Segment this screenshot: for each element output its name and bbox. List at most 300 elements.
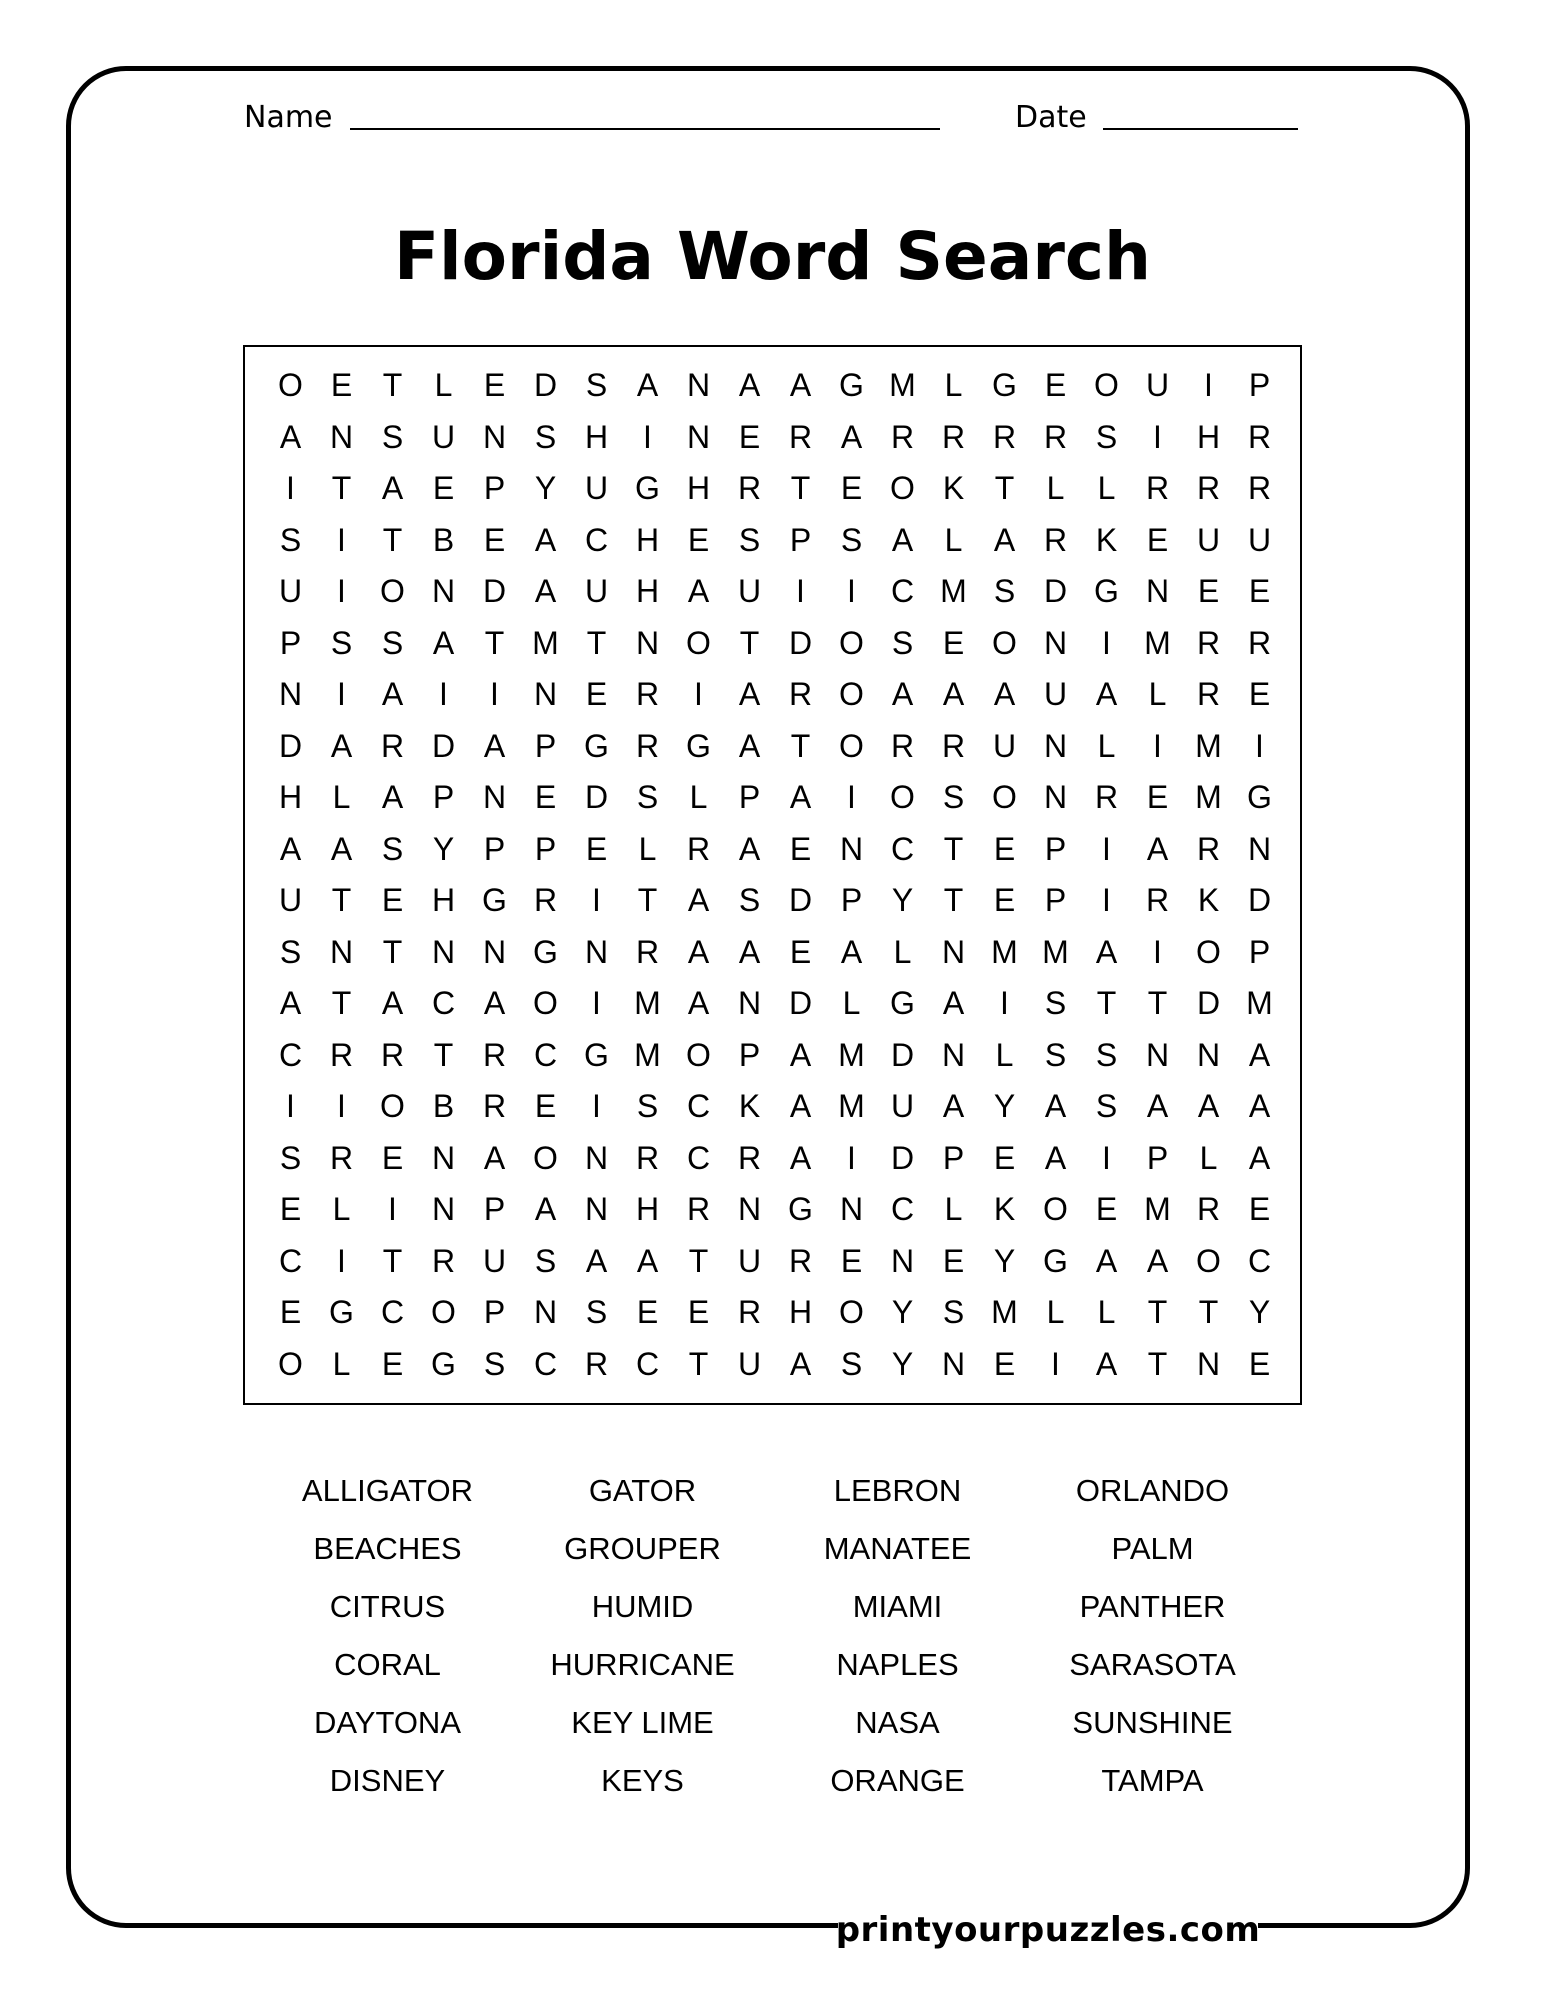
grid-letter: O (1094, 367, 1119, 404)
grid-letter: A (381, 676, 404, 713)
grid-letter: G (1247, 779, 1272, 816)
grid-letter: R (1145, 882, 1170, 919)
grid-letter: S (381, 624, 404, 661)
grid-letter: T (790, 470, 811, 507)
grid-letter: R (1196, 470, 1221, 507)
grid-letter: R (1094, 779, 1119, 816)
grid-letter: I (1102, 624, 1111, 661)
grid-letter: E (993, 882, 1016, 919)
grid-letter: A (636, 1242, 659, 1279)
grid-letter: P (1146, 1139, 1169, 1176)
grid-letter: H (635, 1191, 660, 1228)
grid-letter: E (1197, 573, 1220, 610)
grid-letter: E (1044, 367, 1067, 404)
grid-letter: O (839, 727, 864, 764)
grid-letter: S (993, 573, 1016, 610)
grid-letter: L (638, 830, 657, 867)
grid-letter: O (890, 779, 915, 816)
grid-letter: S (279, 521, 302, 558)
grid-letter: R (890, 418, 915, 455)
grid-letter: A (483, 985, 506, 1022)
grid-letter: K (942, 470, 965, 507)
grid-letter: G (992, 367, 1017, 404)
grid-letter: A (738, 676, 761, 713)
grid-letter: E (1095, 1191, 1118, 1228)
grid-letter: P (483, 1294, 506, 1331)
grid-letter: E (279, 1294, 302, 1331)
grid-letter: S (585, 367, 608, 404)
grid-letter: N (584, 933, 609, 970)
grid-letter: R (788, 418, 813, 455)
grid-letter: T (994, 470, 1015, 507)
grid-letter: I (1153, 418, 1162, 455)
footer (835, 1900, 1261, 1960)
grid-letter: L (944, 521, 963, 558)
date-label: Date (1015, 100, 1087, 135)
grid-letter: S (840, 521, 863, 558)
grid-letter: E (483, 367, 506, 404)
grid-letter: I (694, 676, 703, 713)
grid-letter: O (839, 676, 864, 713)
grid-letter: L (842, 985, 861, 1022)
grid-letter: E (483, 521, 506, 558)
grid-letter: T (1096, 985, 1117, 1022)
word-list-item: PANTHER (1079, 1589, 1226, 1624)
grid-letter: R (635, 1139, 660, 1176)
grid-letter: N (329, 418, 354, 455)
grid-letter: U (431, 418, 456, 455)
word-list-item: NASA (855, 1705, 940, 1740)
grid-letter: P (1248, 367, 1271, 404)
grid-letter: E (993, 1345, 1016, 1382)
grid-letter: N (839, 1191, 864, 1228)
grid-letter: A (381, 470, 404, 507)
grid-letter: A (687, 573, 710, 610)
grid-letter: R (1196, 624, 1221, 661)
grid-letter: I (1102, 882, 1111, 919)
grid-letter: N (890, 1242, 915, 1279)
grid-letter: Y (891, 1345, 914, 1382)
grid-letter: A (942, 676, 965, 713)
grid-letter: T (586, 624, 607, 661)
grid-letter: R (431, 1242, 456, 1279)
grid-letter: A (738, 933, 761, 970)
grid-letter: O (839, 624, 864, 661)
grid-letter: S (891, 624, 914, 661)
word-list-item: SARASOTA (1069, 1647, 1236, 1682)
grid-letter: D (584, 779, 609, 816)
grid-letter: O (533, 985, 558, 1022)
grid-letter: R (1247, 470, 1272, 507)
word-list-item: MANATEE (823, 1531, 972, 1566)
grid-letter: S (279, 1139, 302, 1176)
grid-letter: S (942, 1294, 965, 1331)
grid-letter: S (381, 830, 404, 867)
grid-letter: U (584, 470, 609, 507)
word-list-item: DISNEY (329, 1763, 446, 1798)
grid-letter: E (534, 1088, 557, 1125)
word-list-item: KEY LIME (571, 1705, 714, 1740)
grid-letter: H (635, 521, 660, 558)
page-title: Florida Word Search (393, 218, 1152, 295)
grid-letter: E (942, 1242, 965, 1279)
grid-letter: A (891, 676, 914, 713)
grid-letter: G (584, 727, 609, 764)
word-list-item: ALLIGATOR (301, 1473, 474, 1508)
grid-letter: U (1043, 676, 1068, 713)
grid-letter: N (1196, 1036, 1221, 1073)
grid-letter: M (1195, 727, 1222, 764)
grid-letter: P (738, 1036, 761, 1073)
grid-letter: D (533, 367, 558, 404)
grid-letter: D (1247, 882, 1272, 919)
grid-letter: A (993, 676, 1016, 713)
grid-letter: M (1144, 624, 1171, 661)
grid-letter: E (381, 882, 404, 919)
grid-letter: T (637, 882, 658, 919)
grid-letter: T (382, 367, 403, 404)
grid-letter: I (286, 1088, 295, 1125)
grid-letter: R (1247, 418, 1272, 455)
grid-letter: A (840, 933, 863, 970)
grid-letter: T (739, 624, 760, 661)
grid-letter: I (1051, 1345, 1060, 1382)
grid-letter: I (847, 1139, 856, 1176)
grid-letter: N (1145, 1036, 1170, 1073)
grid-letter: R (329, 1036, 354, 1073)
grid-letter: T (688, 1242, 709, 1279)
grid-letter: R (380, 727, 405, 764)
grid-letter: S (738, 882, 761, 919)
grid-letter: T (943, 882, 964, 919)
grid-letter: D (788, 985, 813, 1022)
grid-letter: S (636, 779, 659, 816)
grid-letter: E (1248, 676, 1271, 713)
grid-letter: A (381, 779, 404, 816)
grid-letter: G (839, 367, 864, 404)
grid-letter: N (941, 1036, 966, 1073)
grid-letter: C (1247, 1242, 1272, 1279)
grid-letter: C (380, 1294, 405, 1331)
grid-letter: E (942, 624, 965, 661)
grid-letter: G (431, 1345, 456, 1382)
grid-letter: L (1097, 1294, 1116, 1331)
grid-letter: A (789, 1345, 812, 1382)
grid-letter: L (332, 1345, 351, 1382)
grid-letter: A (1146, 830, 1169, 867)
grid-letter: N (1043, 779, 1068, 816)
grid-letter: C (890, 830, 915, 867)
grid-letter: R (737, 470, 762, 507)
grid-letter: Y (534, 470, 557, 507)
grid-letter: A (789, 1139, 812, 1176)
grid-letter: S (1044, 985, 1067, 1022)
grid-letter: O (992, 624, 1017, 661)
grid-letter: O (686, 624, 711, 661)
word-list-item: HUMID (591, 1589, 694, 1624)
grid-letter: I (1255, 727, 1264, 764)
grid-letter: D (890, 1036, 915, 1073)
grid-letter: E (330, 367, 353, 404)
grid-letter: E (993, 830, 1016, 867)
grid-letter: C (686, 1088, 711, 1125)
grid-letter: L (689, 779, 708, 816)
grid-letter: E (381, 1139, 404, 1176)
grid-letter: L (893, 933, 912, 970)
grid-letter: E (636, 1294, 659, 1331)
grid-letter: O (839, 1294, 864, 1331)
grid-letter: M (889, 367, 916, 404)
grid-letter: E (789, 830, 812, 867)
grid-letter: T (433, 1036, 454, 1073)
grid-letter: I (337, 1088, 346, 1125)
grid-letter: I (337, 521, 346, 558)
grid-letter: I (1204, 367, 1213, 404)
grid-letter: L (1046, 470, 1065, 507)
grid-letter: P (534, 830, 557, 867)
grid-letter: U (584, 573, 609, 610)
grid-letter: A (330, 727, 353, 764)
grid-letter: E (687, 521, 710, 558)
grid-letter: M (1042, 933, 1069, 970)
grid-letter: O (431, 1294, 456, 1331)
grid-letter: I (1102, 830, 1111, 867)
grid-letter: C (584, 521, 609, 558)
grid-letter: C (635, 1345, 660, 1382)
grid-letter: R (737, 1139, 762, 1176)
grid-letter: T (1198, 1294, 1219, 1331)
grid-letter: E (432, 470, 455, 507)
grid-letter: U (1196, 521, 1221, 558)
grid-letter: L (332, 1191, 351, 1228)
grid-letter: U (737, 1345, 762, 1382)
grid-letter: N (431, 1139, 456, 1176)
grid-letter: G (686, 727, 711, 764)
grid-letter: M (1246, 985, 1273, 1022)
grid-letter: N (431, 933, 456, 970)
grid-letter: A (738, 830, 761, 867)
grid-letter: C (431, 985, 456, 1022)
grid-letter: D (1196, 985, 1221, 1022)
grid-letter: E (1146, 779, 1169, 816)
word-list-item: GATOR (588, 1473, 697, 1508)
grid-letter: C (890, 573, 915, 610)
grid-letter: D (482, 573, 507, 610)
grid-letter: O (890, 470, 915, 507)
grid-letter: E (840, 1242, 863, 1279)
grid-letter: G (329, 1294, 354, 1331)
grid-letter: N (482, 418, 507, 455)
grid-letter: S (534, 418, 557, 455)
grid-letter: G (482, 882, 507, 919)
grid-letter: P (279, 624, 302, 661)
word-list-item: GROUPER (564, 1531, 721, 1566)
grid-letter: R (1196, 830, 1221, 867)
grid-letter: N (584, 1139, 609, 1176)
grid-letter: A (279, 830, 302, 867)
grid-letter: R (1196, 1191, 1221, 1228)
grid-letter: A (1197, 1088, 1220, 1125)
grid-letter: I (1000, 985, 1009, 1022)
grid-letter: K (1197, 882, 1220, 919)
grid-letter: H (278, 779, 303, 816)
grid-letter: P (1248, 933, 1271, 970)
grid-letter: N (278, 676, 303, 713)
grid-letter: G (635, 470, 660, 507)
grid-letter: E (1248, 1191, 1271, 1228)
grid-letter: R (992, 418, 1017, 455)
grid-letter: L (995, 1036, 1014, 1073)
grid-letter: N (941, 1345, 966, 1382)
grid-letter: T (1147, 985, 1168, 1022)
grid-letter: E (279, 1191, 302, 1228)
grid-letter: M (634, 985, 661, 1022)
grid-letter: N (941, 933, 966, 970)
grid-letter: P (483, 470, 506, 507)
grid-letter: C (890, 1191, 915, 1228)
grid-letter: H (635, 573, 660, 610)
grid-letter: I (490, 676, 499, 713)
grid-letter: N (482, 779, 507, 816)
grid-letter: N (431, 573, 456, 610)
grid-letter: U (278, 573, 303, 610)
grid-letter: A (534, 573, 557, 610)
grid-letter: R (890, 727, 915, 764)
grid-letter: M (991, 933, 1018, 970)
grid-letter: S (381, 418, 404, 455)
grid-letter: S (1095, 418, 1118, 455)
grid-letter: R (686, 830, 711, 867)
grid-letter: U (482, 1242, 507, 1279)
grid-letter: D (278, 727, 303, 764)
grid-letter: U (737, 1242, 762, 1279)
grid-letter: M (634, 1036, 661, 1073)
word-list-item: SUNSHINE (1072, 1705, 1233, 1740)
grid-letter: A (534, 1191, 557, 1228)
grid-letter: R (329, 1139, 354, 1176)
grid-letter: T (382, 933, 403, 970)
grid-letter: C (533, 1345, 558, 1382)
grid-letter: M (532, 624, 559, 661)
grid-letter: D (788, 882, 813, 919)
grid-letter: L (332, 779, 351, 816)
grid-letter: U (1145, 367, 1170, 404)
grid-letter: S (1095, 1088, 1118, 1125)
grid-letter: A (1248, 1139, 1271, 1176)
grid-letter: E (585, 676, 608, 713)
grid-letter: R (635, 933, 660, 970)
grid-letter: A (534, 521, 557, 558)
grid-letter: R (635, 727, 660, 764)
grid-letter: C (686, 1139, 711, 1176)
word-list-item: MIAMI (852, 1589, 943, 1624)
grid-letter: E (840, 470, 863, 507)
grid-letter: L (1097, 470, 1116, 507)
grid-letter: R (533, 882, 558, 919)
grid-letter: I (592, 1088, 601, 1125)
grid-letter: N (839, 830, 864, 867)
date-line (1103, 128, 1298, 130)
grid-letter: G (1043, 1242, 1068, 1279)
grid-letter: I (847, 779, 856, 816)
grid-letter: L (944, 1191, 963, 1228)
grid-letter: O (992, 779, 1017, 816)
grid-letter: S (330, 624, 353, 661)
grid-letter: T (382, 1242, 403, 1279)
grid-letter: S (483, 1345, 506, 1382)
word-list-item: KEYS (601, 1763, 684, 1798)
grid-letter: I (1153, 727, 1162, 764)
grid-letter: T (790, 727, 811, 764)
grid-letter: Y (993, 1242, 1016, 1279)
grid-letter: R (941, 727, 966, 764)
grid-letter: A (687, 985, 710, 1022)
grid-letter: N (686, 418, 711, 455)
grid-letter: G (533, 933, 558, 970)
grid-letter: N (1043, 727, 1068, 764)
grid-letter: T (331, 470, 352, 507)
grid-letter: R (482, 1088, 507, 1125)
grid-letter: I (592, 985, 601, 1022)
grid-letter: A (1146, 1088, 1169, 1125)
grid-letter: N (1043, 624, 1068, 661)
grid-letter: S (585, 1294, 608, 1331)
grid-letter: N (533, 676, 558, 713)
grid-letter: U (890, 1088, 915, 1125)
grid-letter: E (738, 418, 761, 455)
grid-letter: I (1102, 1139, 1111, 1176)
grid-letter: A (1044, 1139, 1067, 1176)
grid-letter: O (278, 367, 303, 404)
grid-letter: S (1095, 1036, 1118, 1073)
grid-letter: A (381, 985, 404, 1022)
grid-letter: E (534, 779, 557, 816)
grid-letter: C (278, 1242, 303, 1279)
grid-letter: M (991, 1294, 1018, 1331)
grid-letter: T (331, 985, 352, 1022)
grid-letter: E (789, 933, 812, 970)
grid-letter: A (585, 1242, 608, 1279)
grid-letter: M (940, 573, 967, 610)
grid-letter: E (687, 1294, 710, 1331)
grid-letter: A (1095, 933, 1118, 970)
grid-letter: O (686, 1036, 711, 1073)
grid-letter: T (1147, 1345, 1168, 1382)
grid-letter: A (789, 1088, 812, 1125)
grid-letter: A (1248, 1036, 1271, 1073)
word-list-item: NAPLES (836, 1647, 959, 1682)
grid-letter: S (840, 1345, 863, 1382)
grid-letter: T (943, 830, 964, 867)
grid-letter: A (789, 367, 812, 404)
word-list-item: HURRICANE (550, 1647, 735, 1682)
grid-letter: M (838, 1036, 865, 1073)
word-list-item: LEBRON (833, 1473, 962, 1508)
grid-letter: A (738, 727, 761, 764)
grid-letter: H (584, 418, 609, 455)
grid-letter: R (941, 418, 966, 455)
grid-letter: H (686, 470, 711, 507)
grid-letter: O (1196, 933, 1221, 970)
grid-letter: S (942, 779, 965, 816)
grid-letter: I (286, 470, 295, 507)
grid-letter: O (1196, 1242, 1221, 1279)
grid-letter: G (1094, 573, 1119, 610)
grid-letter: M (1144, 1191, 1171, 1228)
grid-letter: A (789, 1036, 812, 1073)
grid-letter: H (431, 882, 456, 919)
grid-letter: A (1095, 1345, 1118, 1382)
